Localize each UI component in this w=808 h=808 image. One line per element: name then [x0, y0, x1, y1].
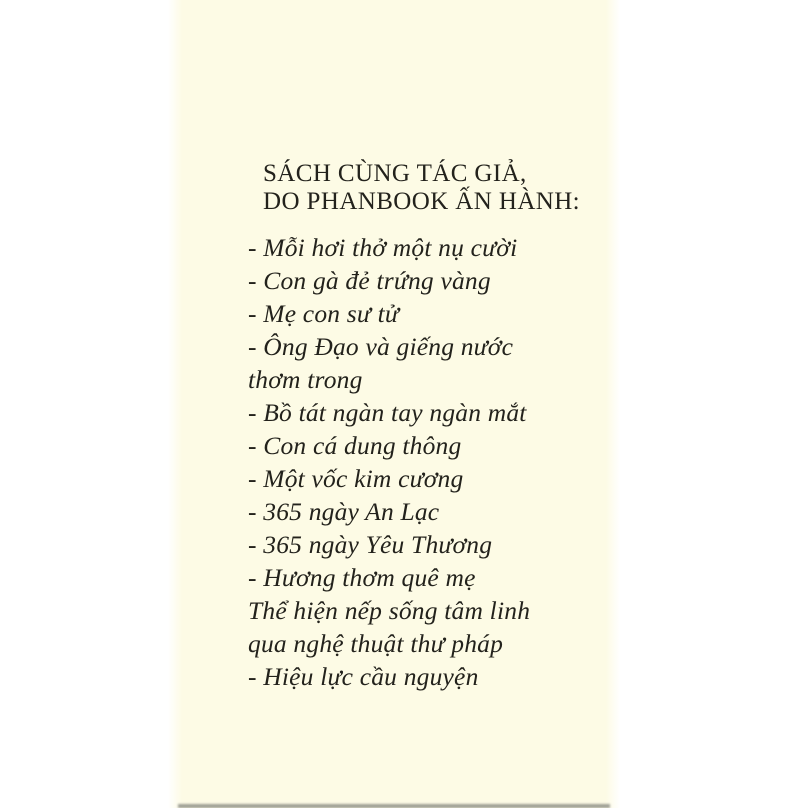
- book-list-line: - Hương thơm quê mẹ: [248, 563, 476, 592]
- book-list-line: - Mẹ con sư tử: [248, 299, 399, 328]
- heading-line-1: SÁCH CÙNG TÁC GIẢ,: [263, 160, 527, 187]
- book-list-line: - Một vốc kim cương: [248, 464, 464, 493]
- book-list-line: - Hiệu lực cầu nguyện: [248, 662, 479, 691]
- book-list-line: - Con cá dung thông: [248, 431, 462, 460]
- section-heading: [263, 160, 588, 216]
- book-list-line: - 365 ngày An Lạc: [248, 497, 440, 526]
- book-list-line: - 365 ngày Yêu Thương: [248, 530, 493, 559]
- book-list: [248, 231, 588, 693]
- book-list-line: - Ông Đạo và giếng nước: [248, 332, 514, 361]
- book-list-line-continuation: Thể hiện nếp sống tâm linh: [248, 596, 531, 625]
- book-list-line: - Mỗi hơi thở một nụ cười: [248, 233, 518, 262]
- book-list-line-continuation: thơm trong: [248, 365, 363, 394]
- book-list-line: - Con gà đẻ trứng vàng: [248, 266, 491, 295]
- book-list-line: - Bồ tát ngàn tay ngàn mắt: [248, 398, 527, 427]
- book-list-line-continuation: qua nghệ thuật thư pháp: [248, 629, 504, 658]
- page-bottom-edge: [178, 804, 610, 808]
- heading-line-2: DO PHANBOOK ẤN HÀNH:: [263, 188, 581, 215]
- page-text-block: [248, 160, 588, 693]
